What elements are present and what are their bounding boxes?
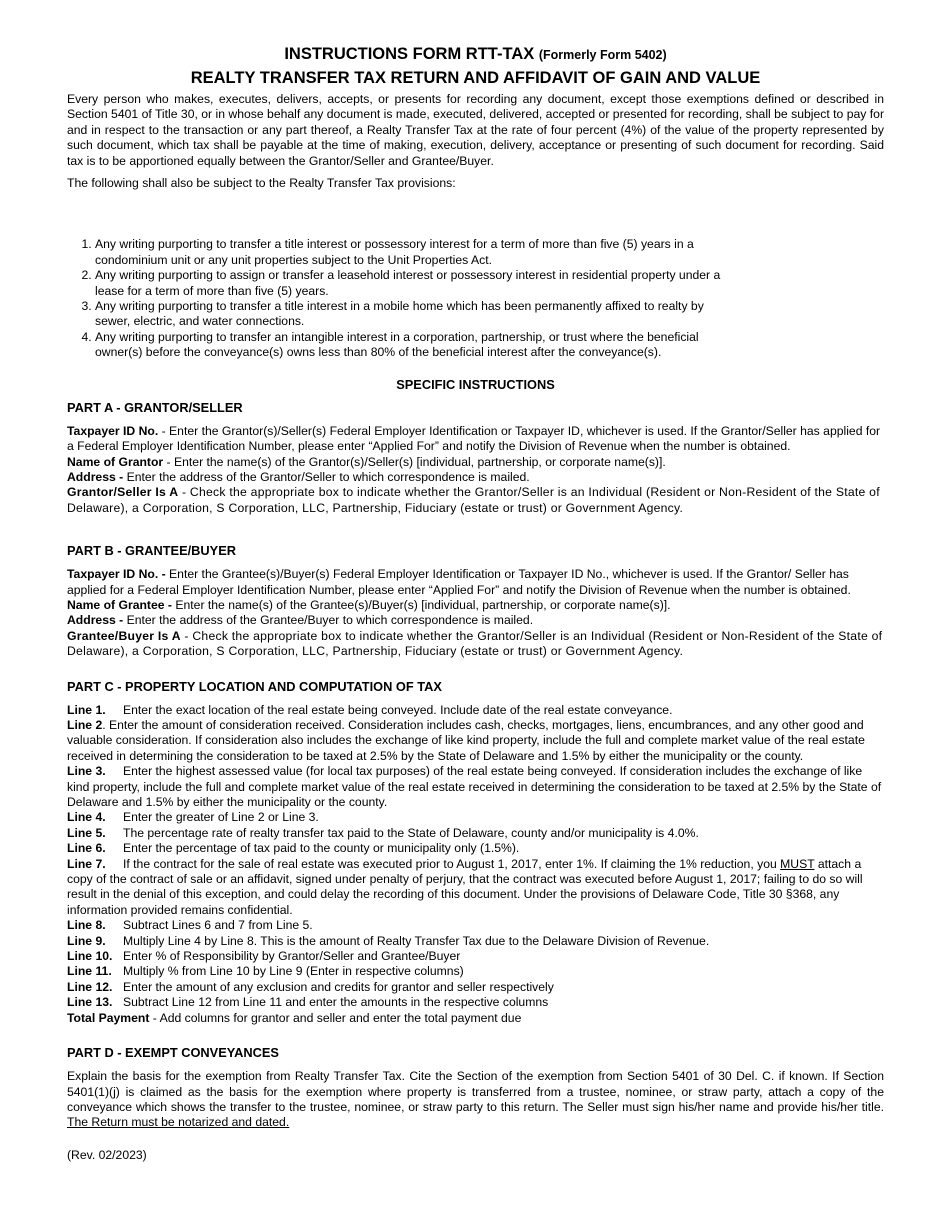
part-a-isa-text: - Check the appropriate box to indicate whether the Grantor/Seller is an Individual (Resident or Non-Resident of the State of Delaware), a Corporation, S Corporation, LLC, Partnership, Fiduciary (estate or trust) or Government Agency. <box>67 485 880 515</box>
part-b-body <box>67 567 884 659</box>
conditions-list <box>67 237 727 360</box>
part-b-taxpayer-text: Enter the Grantee(s)/Buyer(s) Federal Employer Identification or Taxpayer ID No., whichever is used. If the Grantor/ Seller has applied for a Federal Employer Identification Number, please enter “Applied For” and notify the Division of Revenue when the number is obtained. <box>67 567 851 597</box>
line-7-text-a: If the contract for the sale of real estate was executed prior to August 1, 2017, enter 1%. If claiming the 1% reduction, you <box>123 856 781 871</box>
condition-item: 4. Any writing purporting to transfer an intangible interest in a corporation, partnership, or trust where the beneficial owner(s) before the conveyance(s) owns less than 80% of the beneficial interest after the conveyance(s). <box>95 330 727 361</box>
line-8 <box>67 918 884 933</box>
line-label: Line 1. <box>67 702 106 717</box>
line-label: Line 11. <box>67 964 112 979</box>
form-title <box>67 44 884 65</box>
line-text: . Enter the amount of consideration received. Consideration includes cash, checks, mortgages, liens, encumbrances, and any other good and valuable consideration. If consideration also includes the exchange of like kind property, include the full and complete market value of the real estate received in determining the consideration to be taxed at 2.5% by the State of Delaware and 1.5% by either the municipality or the county. <box>67 717 865 763</box>
part-c-heading: PART C - PROPERTY LOCATION AND COMPUTATION OF TAX <box>67 678 442 694</box>
part-d-text: Explain the basis for the exemption from Realty Transfer Tax. Cite the Section of the exemption from Section 5401 of 30 Del. C. if known. If Section 5401(1)(j) is claimed as the basis for the exemption where property is transferred from a trustee, nominee, or straw party, attach a copy of the conveyance which shows the transfer to the trustee, nominee, or straw party to this return. The Seller must sign his/her name and provide his/her title. <box>67 1069 884 1114</box>
part-b-taxpayer <box>67 567 884 598</box>
line-label: Line 10. <box>67 949 113 964</box>
line-label: Line 7. <box>67 856 106 871</box>
line-text: Enter the highest assessed value (for local tax purposes) of the real estate being conveyed. If consideration includes the exchange of like kind property, include the full and complete market value of the real estate received in determining the consideration to be taxed at 2.5% by the State of Delaware and 1.5% by either the municipality or the county. <box>67 764 882 809</box>
line-label: Line 13. <box>67 995 113 1010</box>
part-a-isa-label: Grantor/Seller Is A <box>67 485 179 500</box>
line-text: Subtract Line 12 from Line 11 and enter the amounts in the respective columns <box>123 995 549 1010</box>
instructions-page <box>67 44 884 1163</box>
part-b-heading: PART B - GRANTEE/BUYER <box>67 543 236 559</box>
part-a-address <box>67 470 884 485</box>
line-text: Enter % of Responsibility by Grantor/Seller and Grantee/Buyer <box>123 949 461 964</box>
line-13 <box>67 995 884 1010</box>
line-text: Multiply Line 4 by Line 8. This is the amount of Realty Transfer Tax due to the Delaware Division of Revenue. <box>123 933 710 948</box>
form-title-note: (Formerly Form 5402) <box>538 48 667 62</box>
line-11 <box>67 964 884 979</box>
line-1 <box>67 703 884 718</box>
line-text: Enter the percentage of tax paid to the county or municipality only (1.5%). <box>123 841 520 856</box>
condition-item: 3. Any writing purporting to transfer a title interest in a mobile home which has been permanently affixed to realty by sewer, electric, and water connections. <box>95 299 727 330</box>
part-a-taxpayer-text: - Enter the Grantor(s)/Seller(s) Federal Employer Identification or Taxpayer ID, whichever is used. If the Grantor/Seller has applied for a Federal Employer Identification Number, please enter “Applied For” and notify the Division of Revenue when the number is obtained. <box>67 423 881 454</box>
specific-instructions-heading: SPECIFIC INSTRUCTIONS <box>396 376 555 392</box>
part-a-name-label: Name of Grantor <box>67 454 164 469</box>
part-b-isa-label: Grantee/Buyer Is A <box>67 628 181 643</box>
part-b-name-label: Name of Grantee - <box>67 597 172 612</box>
part-a-name <box>67 455 884 470</box>
intro-paragraph: Every person who makes, executes, delivers, accepts, or presents for recording any document, except those exemptions defined or described in Section 5401 of Title 30, or in whose behalf any document is made, executed, delivered, accepted or presented for recording, shall be subject to pay for and in respect to the transaction or any part thereof, a Realty Transfer Tax at the rate of four percent (4%) of the value of the property represented by such document, which tax shall be payable at the time of making, execution, delivery, acceptance or presenting of such document for recording. Said tax is to be apportioned equally between the Grantor/Seller and Grantee/Buyer. <box>67 92 884 168</box>
part-b-address <box>67 613 884 628</box>
line-2 <box>67 718 884 764</box>
part-d-body <box>67 1069 884 1131</box>
part-b-taxpayer-label: Taxpayer ID No. - <box>67 567 166 582</box>
line-label: Line 12. <box>67 979 113 994</box>
line-text: Multiply % from Line 10 by Line 9 (Enter in respective columns) <box>123 964 464 979</box>
line-label: Line 6. <box>67 841 106 856</box>
part-b-isa <box>67 629 884 660</box>
line-label: Line 5. <box>67 825 106 840</box>
part-a-address-text: Enter the address of the Grantor/Seller to which correspondence is mailed. <box>123 469 530 484</box>
form-title-main: INSTRUCTIONS FORM RTT-TAX <box>284 45 535 63</box>
part-a-heading: PART A - GRANTOR/SELLER <box>67 399 243 415</box>
part-b-name-text: Enter the name(s) of the Grantee(s)/Buyer(s) [individual, partnership, or corporate name(s)]. <box>171 597 671 612</box>
line-text: Subtract Lines 6 and 7 from Line 5. <box>123 918 313 933</box>
part-b-isa-text: - Check the appropriate box to indicate whether the Grantor/Seller is an Individual (Resident or Non-Resident of the State of Delaware), a Corporation, S Corporation, LLC, Partnership, Fiduciary (estate or trust) or Government Agency. <box>67 628 883 659</box>
part-a-body <box>67 424 884 516</box>
part-a-isa <box>67 485 884 516</box>
line-12 <box>67 980 884 995</box>
revision-date: (Rev. 02/2023) <box>67 1147 147 1162</box>
line-10 <box>67 949 884 964</box>
part-a-taxpayer <box>67 424 884 455</box>
total-payment <box>67 1011 884 1026</box>
part-d-notarize: The Return must be notarized and dated. <box>67 1115 290 1130</box>
line-label: Line 2 <box>67 717 103 732</box>
line-7-text-b: attach a copy of the contract of sale or an affidavit, signed under penalty of perjury, that the contract was executed before August 1, 2017; failing to do so will result in the denial of this exception, and could delay the recording of this document. Under the provisions of Delaware Code, Title 30 §368, any information provided remains confidential. <box>67 856 863 917</box>
part-b-name <box>67 598 884 613</box>
part-a-name-text: - Enter the name(s) of the Grantor(s)/Seller(s) [individual, partnership, or corporate name(s)]. <box>163 454 666 469</box>
line-text: The percentage rate of realty transfer tax paid to the State of Delaware, county and/or municipality is 4.0%. <box>123 825 699 840</box>
total-payment-text: - Add columns for grantor and seller and enter the total payment due <box>149 1010 522 1025</box>
part-b-address-text: Enter the address of the Grantee/Buyer to which correspondence is mailed. <box>123 613 534 628</box>
line-9 <box>67 934 884 949</box>
line-4 <box>67 810 884 825</box>
total-payment-label: Total Payment <box>67 1010 150 1025</box>
line-label: Line 3. <box>67 764 106 779</box>
part-a-address-label: Address - <box>67 469 124 484</box>
line-label: Line 4. <box>67 810 106 825</box>
subject-lead: The following shall also be subject to the Realty Transfer Tax provisions: <box>67 176 456 191</box>
line-label: Line 9. <box>67 933 106 948</box>
line-7-must: MUST <box>780 856 815 871</box>
form-subtitle: REALTY TRANSFER TAX RETURN AND AFFIDAVIT OF GAIN AND VALUE <box>190 69 761 87</box>
part-b-address-label: Address - <box>67 613 124 628</box>
part-d-heading: PART D - EXEMPT CONVEYANCES <box>67 1045 279 1061</box>
line-text: Enter the greater of Line 2 or Line 3. <box>123 810 319 825</box>
part-a-taxpayer-label: Taxpayer ID No. <box>67 423 159 438</box>
line-6 <box>67 841 884 856</box>
part-c-body <box>67 703 884 1027</box>
condition-item: 1. Any writing purporting to transfer a title interest or possessory interest for a term of more than five (5) years in a condominium unit or any unit properties subject to the Unit Properties Act. <box>95 237 727 268</box>
line-3 <box>67 764 884 810</box>
condition-item: 2. Any writing purporting to assign or transfer a leasehold interest or possessory interest in residential property under a lease for a term of more than five (5) years. <box>95 268 727 299</box>
line-5 <box>67 826 884 841</box>
line-text: Enter the amount of any exclusion and credits for grantor and seller respectively <box>123 979 554 994</box>
line-label: Line 8. <box>67 918 106 933</box>
line-text: Enter the exact location of the real estate being conveyed. Include date of the real estate conveyance. <box>123 702 673 717</box>
line-7 <box>67 857 884 919</box>
